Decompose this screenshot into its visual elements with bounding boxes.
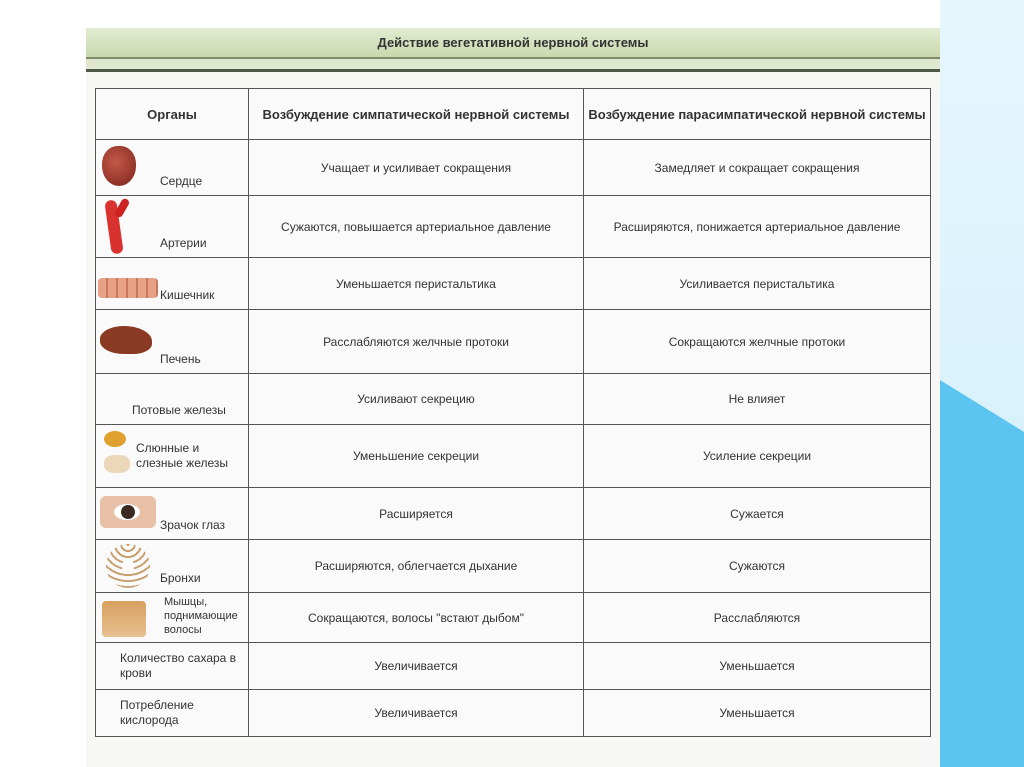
- table-header: [96, 89, 931, 140]
- organ-label: Печень: [160, 352, 201, 366]
- parasympathetic-cell: Сужаются: [584, 540, 931, 593]
- table-row: [96, 196, 931, 258]
- parasympathetic-cell: Уменьшается: [584, 643, 931, 690]
- table-row: [96, 374, 931, 425]
- artery-icon-part: [114, 197, 131, 218]
- sympathetic-cell: Усиливают секрецию: [249, 374, 584, 425]
- liver-icon-part: [100, 326, 152, 354]
- table-row: [96, 310, 931, 374]
- organ-cell: [96, 593, 249, 643]
- sympathetic-cell: Уменьшение секреции: [249, 425, 584, 488]
- table-row: [96, 643, 931, 690]
- parasympathetic-cell: Расширяются, понижается артериальное давление: [584, 196, 931, 258]
- table-row: [96, 540, 931, 593]
- organ-cell: [96, 258, 249, 310]
- sympathetic-cell: Увеличивается: [249, 643, 584, 690]
- sympathetic-cell: Расширяется: [249, 488, 584, 540]
- organ-cell: [96, 310, 249, 374]
- table-row: [96, 488, 931, 540]
- table-row: [96, 593, 931, 643]
- table-row: [96, 425, 931, 488]
- organ-cell: [96, 374, 249, 425]
- organ-cell: [96, 690, 249, 737]
- sympathetic-cell: Расширяются, облегчается дыхание: [249, 540, 584, 593]
- sympathetic-cell: Увеличивается: [249, 690, 584, 737]
- organ-label: Количество сахара в крови: [120, 651, 237, 680]
- organ-label: Потовые железы: [132, 403, 226, 417]
- parasympathetic-cell: Сокращаются желчные протоки: [584, 310, 931, 374]
- organ-label: Бронхи: [160, 571, 201, 585]
- header-organs: Органы: [96, 89, 249, 140]
- header-parasympathetic: Возбуждение парасимпатической нервной системы: [584, 89, 931, 140]
- organ-label: Мышцы, поднимающие волосы: [164, 596, 238, 636]
- sympathetic-cell: Сужаются, повышается артериальное давление: [249, 196, 584, 258]
- skin-icon-part: [102, 601, 146, 637]
- organ-label: Зрачок глаз: [160, 518, 225, 532]
- parasympathetic-cell: Замедляет и сокращает сокращения: [584, 140, 931, 196]
- organ-cell: [96, 425, 249, 488]
- organ-cell: [96, 488, 249, 540]
- header-sympathetic: Возбуждение симпатической нервной системы: [249, 89, 584, 140]
- organ-cell: [96, 196, 249, 258]
- divider: [86, 59, 940, 72]
- sympathetic-cell: Уменьшается перистальтика: [249, 258, 584, 310]
- sympathetic-cell: Расслабляются желчные протоки: [249, 310, 584, 374]
- table-row: [96, 140, 931, 196]
- parasympathetic-cell: Усиливается перистальтика: [584, 258, 931, 310]
- slide: [86, 28, 940, 767]
- organ-label: Слюнные и слезные железы: [136, 441, 229, 470]
- parasympathetic-cell: Не влияет: [584, 374, 931, 425]
- sympathetic-cell: Учащает и усиливает сокращения: [249, 140, 584, 196]
- organ-label: Потребление кислорода: [120, 698, 194, 727]
- gland-icon-part: [104, 431, 126, 447]
- parasympathetic-cell: Уменьшается: [584, 690, 931, 737]
- organ-cell: [96, 643, 249, 690]
- nervous-system-table: [95, 88, 931, 737]
- page-title: Действие вегетативной нервной системы: [86, 28, 940, 59]
- organ-cell: [96, 540, 249, 593]
- heart-icon-part: [102, 146, 136, 186]
- parasympathetic-cell: Расслабляются: [584, 593, 931, 643]
- parasympathetic-cell: Усиление секреции: [584, 425, 931, 488]
- intestine-icon-part: [98, 278, 158, 298]
- parasympathetic-cell: Сужается: [584, 488, 931, 540]
- gland-icon-part: [104, 455, 130, 473]
- organ-label: Сердце: [160, 174, 203, 188]
- bronchi-icon-part: [106, 544, 150, 588]
- organ-cell: [96, 140, 249, 196]
- table-row: [96, 690, 931, 737]
- sympathetic-cell: Сокращаются, волосы "встают дыбом": [249, 593, 584, 643]
- eye-icon-part: [121, 505, 135, 519]
- organ-label: Артерии: [160, 236, 207, 250]
- organ-label: Кишечник: [160, 288, 215, 302]
- table-row: [96, 258, 931, 310]
